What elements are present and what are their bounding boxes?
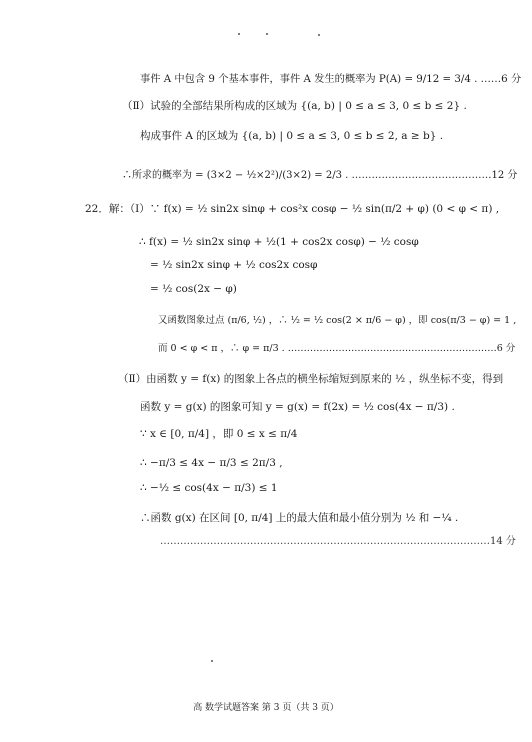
q22-line-10: ∴ −π/3 ≤ 4x − π/3 ≤ 2π/3 ,	[140, 457, 283, 469]
scan-speck	[318, 34, 320, 36]
scan-speck	[266, 33, 268, 35]
q22-line-8: 函数 y = g(x) 的图象可知 y = g(x) = f(2x) = ½ cos(4x − π/3) .	[140, 401, 455, 413]
q22-line-2: ∴ f(x) = ½ sin2x sinφ + ½(1 + cos2x cosφ) − ½ cosφ	[139, 236, 419, 248]
q22-line-1: 22．解：（Ⅰ）∵ f(x) = ½ sin2x sinφ + cos²x cosφ − ½ sin(π/2 + φ) (0 < φ < π) ,	[85, 203, 500, 215]
q21-line-2: （Ⅱ）试验的全部结果所构成的区域为 {(a, b) | 0 ≤ a ≤ 3, 0 ≤ b ≤ 2} .	[122, 100, 467, 112]
scan-speck	[211, 660, 213, 662]
q21-line-3: 构成事件 A 的区域为 {(a, b) | 0 ≤ a ≤ 3, 0 ≤ b ≤ 2, a ≥ b} .	[140, 130, 444, 142]
q22-line-12: ∴函数 g(x) 在区间 [0, π/4] 上的最大值和最小值分别为 ½ 和 −¼ .	[140, 512, 459, 524]
page-footer: 高 数学试题答案 第 3 页（共 3 页）	[193, 703, 339, 713]
q22-line-11: ∴ −½ ≤ cos(4x − π/3) ≤ 1	[140, 482, 278, 494]
q22-line-7: （Ⅱ）由函数 y = f(x) 的图象上各点的横坐标缩短到原来的 ½ ，纵坐标不变，得到	[118, 373, 504, 385]
q21-line-4: ∴所求的概率为 = (3×2 − ½×2²)/(3×2) = 2/3 . ……………………………………12 分	[122, 170, 518, 181]
q22-line-5: 又函数图象过点 (π/6, ½) ，∴ ½ = ½ cos(2 × π/6 − φ) ，即 cos(π/3 − φ) = 1 ,	[158, 315, 517, 326]
q22-line-9: ∵ x ∈ [0, π/4] ，即 0 ≤ x ≤ π/4	[140, 428, 298, 440]
scan-speck	[238, 33, 240, 35]
q22-line-3: = ½ sin2x sinφ + ½ cos2x cosφ	[150, 259, 318, 271]
q22-score-line: ………………………………………………………………………………………14 分	[160, 536, 516, 547]
q22-line-6: 而 0 < φ < π ，∴ φ = π/3 . …………………………………………………………6 分	[158, 343, 516, 354]
q22-line-4: = ½ cos(2x − φ)	[150, 283, 237, 295]
q21-line-1: 事件 A 中包含 9 个基本事件，事件 A 发生的概率为 P(A) = 9/12 = 3/4 . ……6 分	[140, 73, 522, 85]
